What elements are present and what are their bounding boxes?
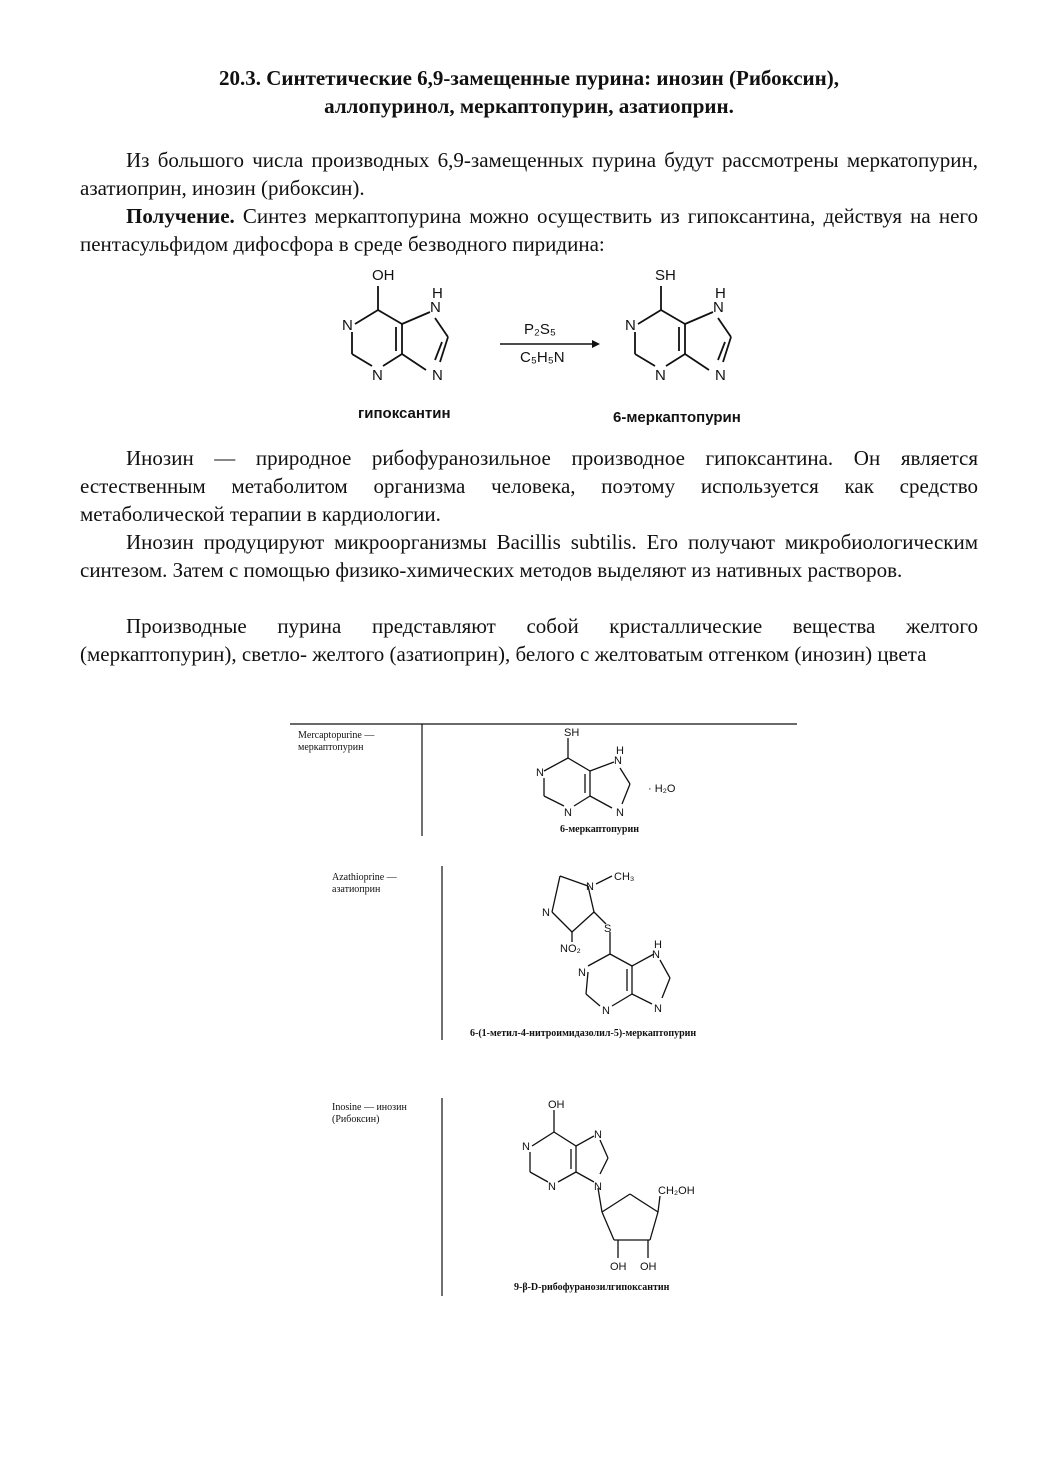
inosine-oh-3: OH — [640, 1261, 657, 1273]
row-mercaptopurine-name — [298, 730, 374, 754]
inosine-name-en: Inosine — инозин — [332, 1102, 407, 1113]
azathioprine-name-en: Azathioprine — — [332, 872, 397, 883]
hypoxanthine-n9: N — [432, 367, 443, 384]
inosine-n9: N — [594, 1181, 602, 1193]
inosine-oh: OH — [548, 1099, 565, 1111]
row-inosine-name — [332, 1102, 407, 1126]
hypoxanthine-oh: OH — [372, 267, 395, 284]
table-mercaptopurine-n3: N — [564, 807, 572, 819]
inosine-oh-2: OH — [610, 1261, 627, 1273]
reactant-label: гипоксантин — [358, 405, 451, 422]
mercaptopurine-n1: N — [625, 317, 636, 334]
table-mercaptopurine-n9: N — [616, 807, 624, 819]
inosine-n1: N — [522, 1141, 530, 1153]
azathioprine-s: S — [604, 923, 612, 935]
azathioprine-ch3: CH₃ — [614, 871, 635, 883]
azathioprine-purine-n9: N — [654, 1003, 662, 1015]
mercaptopurine-name-en: Mercaptopurine — — [298, 730, 375, 741]
table-mercaptopurine-structure — [530, 724, 710, 824]
section-heading-line-2: аллопуринол, меркаптопурин, азатиоприн. — [324, 94, 734, 118]
synthesis-lead: Получение. — [126, 204, 235, 228]
inosine-ch2oh: CH₂OH — [658, 1185, 695, 1197]
paragraph-properties: Производные пурина представляют собой кристаллические вещества желтого (меркаптопурин), светло- желтого (азатиоприн), белого с желтоватым отгенком (инозин) цвета — [80, 614, 978, 666]
product-label: 6-меркаптопурин — [613, 409, 741, 426]
inosine-n3: N — [548, 1181, 556, 1193]
section-heading-line-1: 20.3. Синтетические 6,9-замещенные пурина: инозин (Рибоксин), — [219, 66, 839, 90]
azathioprine-purine-nh: N — [652, 949, 660, 961]
mercaptopurine-h: H — [715, 285, 726, 302]
reagent-pyridine: C₅H₅N — [520, 349, 565, 366]
row-azathioprine-name — [332, 872, 397, 896]
table-inosine-structure — [510, 1094, 710, 1274]
table-mercaptopurine-caption: 6-меркаптопурин — [560, 824, 640, 835]
paragraph-intro: Из большого числа производных 6,9-замещенных пурина будут рассмотрены меркатопурин, азатиоприн, инозин (рибоксин). — [80, 148, 978, 200]
mercaptopurine-n9: N — [715, 367, 726, 384]
mercaptopurine-nh: N — [713, 299, 724, 316]
inosine-name-ru: (Рибоксин) — [332, 1114, 380, 1125]
paragraph-production: Инозин продуцируют микроорганизмы Bacillis subtilis. Его получают микробиологическим синтезом. Затем с помощью физико-химических методов выделяют из нативных растворов. — [80, 530, 978, 582]
table-mercaptopurine-nh: N — [614, 755, 622, 767]
hypoxanthine-h: H — [432, 285, 443, 302]
paragraph-inosine: Инозин — природное рибофуранозильное производное гипоксантина. Он является естественным метаболитом организма человека, поэтому используется как средство метаболической терапии в кардиологии. — [80, 446, 978, 526]
hypoxanthine-n3: N — [372, 367, 383, 384]
table-azathioprine-structure — [530, 866, 710, 1026]
azathioprine-purine-n3: N — [602, 1005, 610, 1017]
inosine-n7: N — [594, 1129, 602, 1141]
table-mercaptopurine-h: H — [616, 745, 624, 757]
azathioprine-n-methyl: N — [586, 881, 594, 893]
azathioprine-purine-n1: N — [578, 967, 586, 979]
table-inosine-caption: 9-β-D-рибофуранозилгипоксантин — [514, 1282, 670, 1293]
hypoxanthine-n1: N — [342, 317, 353, 334]
mercaptopurine-sh: SH — [655, 267, 676, 284]
azathioprine-name-ru: азатиоприн — [332, 884, 381, 895]
azathioprine-no2: NO₂ — [560, 943, 581, 955]
hypoxanthine-nh: N — [430, 299, 441, 316]
table-mercaptopurine-sh: SH — [564, 727, 580, 739]
mercaptopurine-name-ru: меркаптопурин — [298, 742, 364, 753]
mercaptopurine-n3: N — [655, 367, 666, 384]
synthesis-text: Синтез меркаптопурина можно осуществить из гипоксантина, действуя на него пентасульфидом дифосфора в среде безводного пиридина: — [80, 204, 978, 256]
reagent-p2s5: P₂S₅ — [524, 321, 556, 338]
table-azathioprine-caption: 6-(1-метил-4-нитроимидазолил-5)-меркаптопурин — [470, 1028, 697, 1039]
azathioprine-imidazole-n: N — [542, 907, 550, 919]
table-mercaptopurine-n1: N — [536, 767, 544, 779]
table-mercaptopurine-water: · H₂O — [648, 783, 676, 795]
azathioprine-purine-h: H — [654, 939, 662, 951]
